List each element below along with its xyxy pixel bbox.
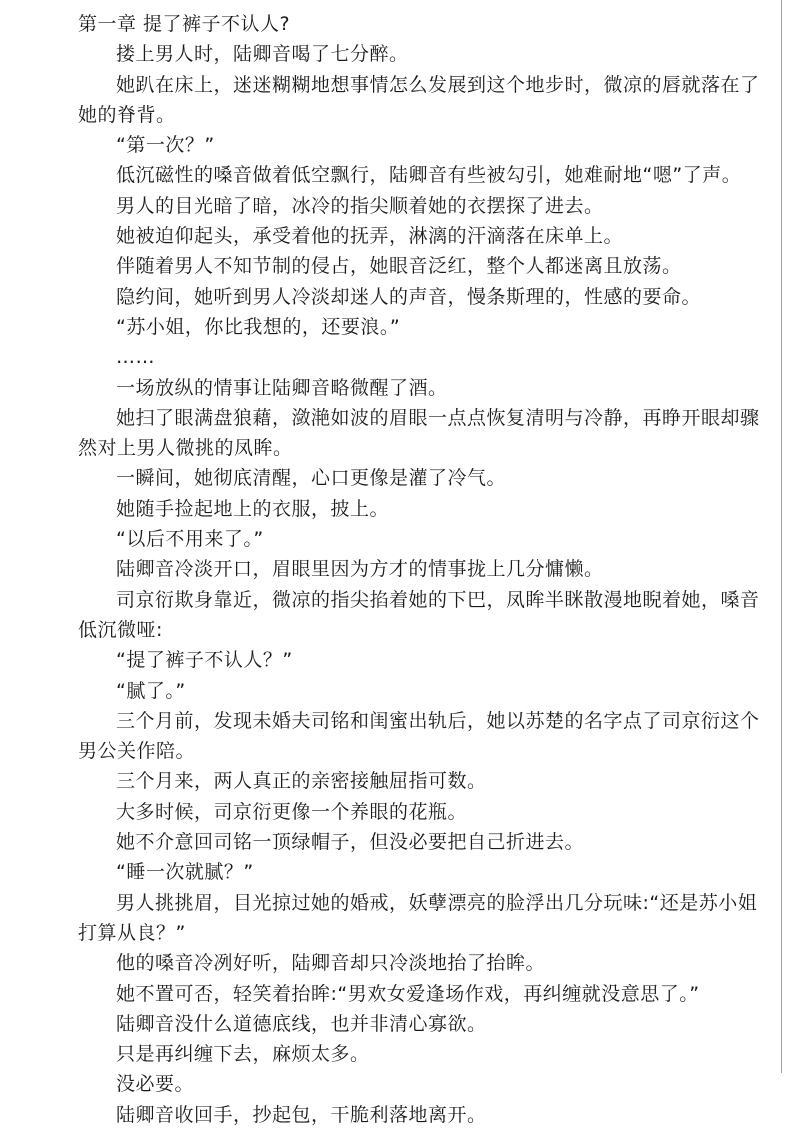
text-line: 隐约间，她听到男人冷淡却迷人的声音，慢条斯理的，性感的要命。 (116, 285, 702, 308)
text-line: 低沉磁性的嗓音做着低空飘行，陆卿音有些被勾引，她难耐地“嗯”了声。 (116, 164, 742, 187)
text-line: 她被迫仰起头，承受着他的抚弄，淋漓的汗滴落在床单上。 (116, 225, 624, 248)
text-line: 低沉微哑: (78, 618, 163, 641)
text-line: 她趴在床上，迷迷糊糊地想事情怎么发展到这个地步时，微凉的唇就落在了 (116, 73, 760, 96)
text-line: 男人的目光暗了暗，冰冷的指尖顺着她的衣摆探了进去。 (116, 194, 604, 217)
paragraph-list (78, 39, 778, 1130)
chapter-title: 第一章 提了裤子不认人? (78, 13, 291, 35)
text-line: 陆卿音没什么道德底线，也并非清心寡欲。 (116, 1012, 487, 1035)
text-line: 打算从良？” (78, 921, 186, 944)
window-gutter (782, 0, 800, 1073)
text-line: 陆卿音收回手，抄起包，干脆利落地离开。 (116, 1103, 487, 1126)
text-line: 陆卿音冷淡开口，眉眼里因为方才的情事拢上几分慵懒。 (116, 558, 604, 581)
text-line: “以后不用来了。” (116, 528, 264, 551)
text-line: 一瞬间，她彻底清醒，心口更像是灌了冷气。 (116, 467, 507, 490)
text-line: 男公关作陪。 (78, 740, 196, 763)
text-line: “腻了。” (116, 679, 186, 702)
text-line: 然对上男人微挑的凤眸。 (78, 437, 293, 460)
text-line: “提了裤子不认人？” (116, 649, 293, 672)
text-line: “第一次？” (116, 134, 215, 157)
text-line: “苏小姐，你比我想的，还要浪。” (116, 315, 401, 338)
text-line: 大多时候，司京衍更像一个养眼的花瓶。 (116, 800, 468, 823)
text-line: 她不介意回司铭一顶绿帽子，但没必要把自己折进去。 (116, 831, 585, 854)
text-line: 三个月前，发现未婚夫司铭和闺蜜出轨后，她以苏楚的名字点了司京衍这个 (116, 709, 760, 732)
text-line: 三个月来，两人真正的亲密接触屈指可数。 (116, 770, 487, 793)
text-line: 他的嗓音冷冽好听，陆卿音却只冷淡地抬了抬眸。 (116, 952, 546, 975)
text-line: 伴随着男人不知节制的侵占，她眼音泛红，整个人都迷离且放荡。 (116, 255, 682, 278)
text-line: 司京衍欺身靠近，微凉的指尖掐着她的下巴，凤眸半眯散漫地睨着她，嗓音 (116, 588, 760, 611)
text-line: 她扫了眼满盘狼藉，潋滟如波的眉眼一点点恢复清明与冷静，再睁开眼却骤 (116, 406, 760, 429)
text-line: …… (116, 346, 155, 369)
text-line: 她随手捡起地上的衣服，披上。 (116, 497, 390, 520)
text-line: 没必要。 (116, 1073, 195, 1096)
text-line: 她的脊背。 (78, 103, 176, 126)
text-line: 搂上男人时，陆卿音喝了七分醉。 (116, 43, 409, 66)
text-line: 男人挑挑眉，目光掠过她的婚戒，妖孽漂亮的脸浮出几分玩味:“还是苏小姐 (116, 891, 758, 914)
text-line: 只是再纠缠下去，麻烦太多。 (116, 1043, 370, 1066)
text-line: 一场放纵的情事让陆卿音略微醒了酒。 (116, 376, 448, 399)
text-line: “睡一次就腻？” (116, 861, 254, 884)
document-body (78, 9, 778, 1130)
text-line: 她不置可否，轻笑着抬眸:“男欢女爱逢场作戏，再纠缠就没意思了。” (116, 982, 700, 1005)
